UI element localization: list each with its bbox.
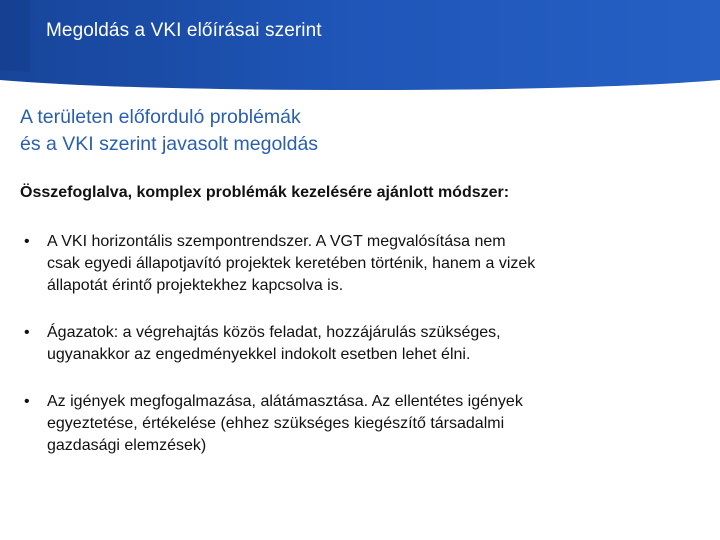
bullet-line: Az igények megfogalmazása, alátámasztása. Az ellentétes igények <box>47 393 523 410</box>
bullet-marker: • <box>24 324 30 341</box>
bullet-item <box>20 322 700 366</box>
bullet-item <box>20 231 700 297</box>
bullet-list <box>20 231 700 457</box>
bullet-line: ugyanakkor az engedményekkel indokolt esetben lehet élni. <box>47 346 471 363</box>
bullet-line: állapotát érintő projektekhez kapcsolva is. <box>47 277 344 294</box>
bullet-line: gazdasági elemzések) <box>47 437 207 454</box>
summary-heading: Összefoglalva, komplex problémák kezelésére ajánlott módszer: <box>20 184 510 201</box>
header-band-shape <box>0 0 720 92</box>
bullet-line: csak egyedi állapotjavító projektek keretében történik, hanem a vizek <box>47 255 536 272</box>
bullet-line: egyeztetése, értékelése (ehhez szükséges kiegészítő társadalmi <box>47 415 505 432</box>
page-title: Megoldás a VKI előírásai szerint <box>46 20 322 41</box>
bullet-line: A VKI horizontális szempontrendszer. A VGT megvalósítása nem <box>47 233 506 250</box>
header-band <box>0 0 720 92</box>
subtitle-line: A területen előforduló problémák <box>20 106 301 128</box>
bullet-marker: • <box>24 233 30 250</box>
bullet-marker: • <box>24 393 30 410</box>
bullet-line: Ágazatok: a végrehajtás közös feladat, hozzájárulás szükséges, <box>47 324 501 341</box>
subtitle-line: és a VKI szerint javasolt megoldás <box>20 133 319 155</box>
section-subtitle <box>20 104 700 158</box>
bullet-item <box>20 391 700 457</box>
